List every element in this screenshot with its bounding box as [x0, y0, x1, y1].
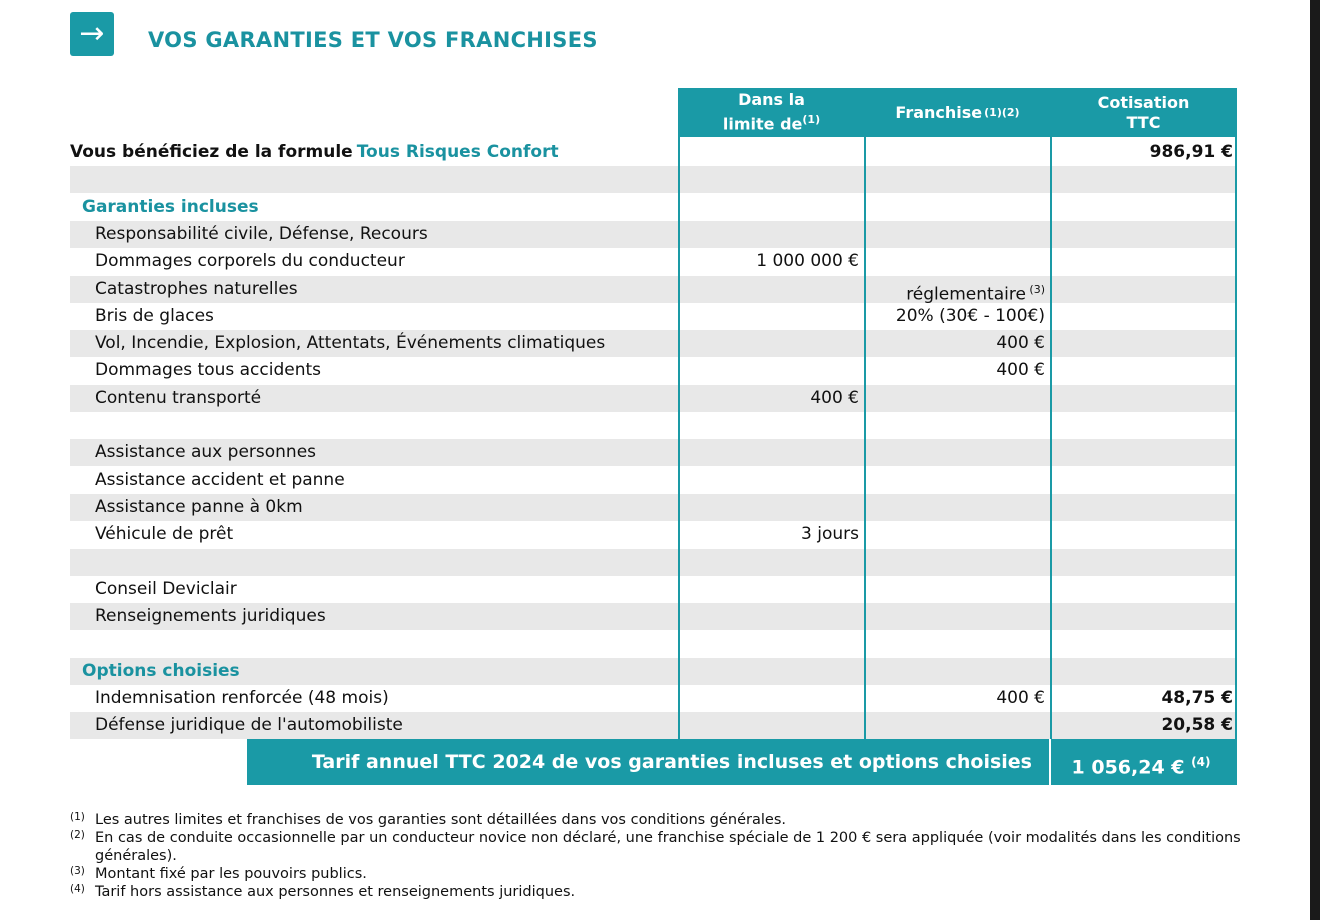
guarantee-limit: 1 000 000 € [756, 251, 859, 272]
total-note: (4) [1191, 755, 1211, 769]
guarantee-label: Contenu transporté [95, 387, 262, 408]
formule-label [70, 139, 559, 166]
table-row [70, 576, 1237, 603]
page-edge [1310, 0, 1320, 920]
footnote [70, 811, 1250, 829]
table-row [70, 467, 1237, 494]
column-divider [864, 137, 866, 739]
footnote-mark: (1) [70, 811, 85, 823]
page-title: VOS GARANTIES ET VOS FRANCHISES [148, 28, 598, 52]
option-label: Défense juridique de l'automobiliste [95, 715, 403, 736]
total-value [1051, 739, 1231, 790]
option-cotisation: 48,75 € [1161, 688, 1233, 708]
footnote-mark: (4) [70, 883, 85, 895]
table-row [70, 221, 1237, 248]
spacer-row [70, 630, 1237, 657]
footnote [70, 865, 1250, 883]
guarantee-label: Catastrophes naturelles [95, 278, 298, 299]
footnote-mark: (2) [70, 829, 85, 841]
column-header-franchise-label: Franchise [895, 102, 983, 122]
guarantee-label: Vol, Incendie, Explosion, Attentats, Événements climatiques [95, 333, 606, 354]
table-row [70, 603, 1237, 630]
table-row [70, 385, 1237, 412]
footnote [70, 883, 1250, 901]
column-header-cotisation [1050, 88, 1237, 137]
footnote-text: Tarif hors assistance aux personnes et renseignements juridiques. [95, 884, 576, 900]
guarantee-franchise: 400 € [996, 360, 1045, 381]
table-row [70, 357, 1237, 384]
option-label: Indemnisation renforcée (48 mois) [95, 688, 389, 708]
table-row [70, 248, 1237, 275]
column-header-franchise-note: (1)(2) [984, 105, 1020, 119]
guarantee-label: Responsabilité civile, Défense, Recours [95, 223, 428, 244]
formule-cotisation: 986,91 € [1149, 142, 1233, 162]
guarantee-franchise: 20% (30€ - 100€) [895, 305, 1045, 326]
column-header-franchise [864, 88, 1051, 137]
total-amount: 1 056,24 € [1071, 756, 1185, 779]
footnote-text: Les autres limites et franchises de vos garanties sont détaillées dans vos conditions générales. [95, 812, 786, 828]
footnote-text: Montant fixé par les pouvoirs publics. [95, 866, 367, 882]
section-title: Options choisies [82, 660, 240, 681]
section-title: Garanties incluses [82, 196, 259, 217]
spacer-row [70, 166, 1237, 193]
column-header-cotisation-line2: TTC [1126, 112, 1161, 132]
table-row [70, 303, 1237, 330]
table-row [70, 521, 1237, 548]
column-divider [1235, 137, 1237, 739]
option-cotisation: 20,58 € [1161, 715, 1233, 736]
column-header-limit-line1: Dans la [738, 90, 805, 110]
spacer-row [70, 412, 1237, 439]
guarantee-label: Assistance panne à 0km [95, 496, 303, 517]
column-header-cotisation-line1: Cotisation [1097, 92, 1190, 112]
guarantee-label: Assistance accident et panne [95, 469, 345, 490]
guarantee-franchise: réglementaire $^{(3)}$ [906, 282, 1045, 305]
guarantee-label: Dommages tous accidents [95, 360, 322, 381]
guarantee-label: Bris de glaces [95, 305, 214, 326]
column-header-limit [678, 88, 865, 137]
column-header-limit-note: (1) [802, 113, 821, 127]
column-header-limit-line2: limite de [722, 114, 803, 134]
footnotes [70, 811, 1250, 901]
guarantee-label: Conseil Deviclair [95, 578, 237, 599]
table-row [70, 276, 1237, 303]
footnote [70, 829, 1250, 865]
guarantee-label: Renseignements juridiques [95, 606, 326, 627]
total-bar [247, 739, 1237, 785]
guarantee-label: Assistance aux personnes [95, 442, 317, 463]
option-row [70, 685, 1237, 712]
guarantee-label: Dommages corporels du conducteur [95, 251, 405, 272]
arrow-right-icon: → [70, 12, 114, 56]
section-header [70, 194, 1237, 221]
table-row [70, 330, 1237, 357]
formule-name: Tous Risques Confort [356, 142, 559, 162]
total-label: Tarif annuel TTC 2024 de vos garanties incluses et options choisies [311, 751, 1032, 773]
formule-prefix: Vous bénéficiez de la formule [70, 142, 353, 162]
table-row [70, 494, 1237, 521]
option-franchise: 400 € [996, 688, 1045, 708]
footnote-text: En cas de conduite occasionnelle par un conducteur novice non déclaré, une franchise spéciale de 1 200 € sera appliquée (voir modalités dans les conditions générales). [95, 830, 1241, 864]
column-divider [678, 137, 680, 739]
section-header [70, 658, 1237, 685]
guarantee-limit: 400 € [810, 387, 859, 408]
option-row [70, 712, 1237, 739]
formule-row [70, 139, 1237, 166]
franchise-note: (3) [1025, 282, 1045, 296]
spacer-row [70, 549, 1237, 576]
guarantee-franchise: 400 € [996, 333, 1045, 354]
column-divider [1050, 137, 1052, 739]
table-row [70, 439, 1237, 466]
guarantee-label: Véhicule de prêt [95, 524, 234, 545]
footnote-mark: (3) [70, 865, 85, 877]
guarantee-limit: 3 jours [801, 524, 859, 545]
